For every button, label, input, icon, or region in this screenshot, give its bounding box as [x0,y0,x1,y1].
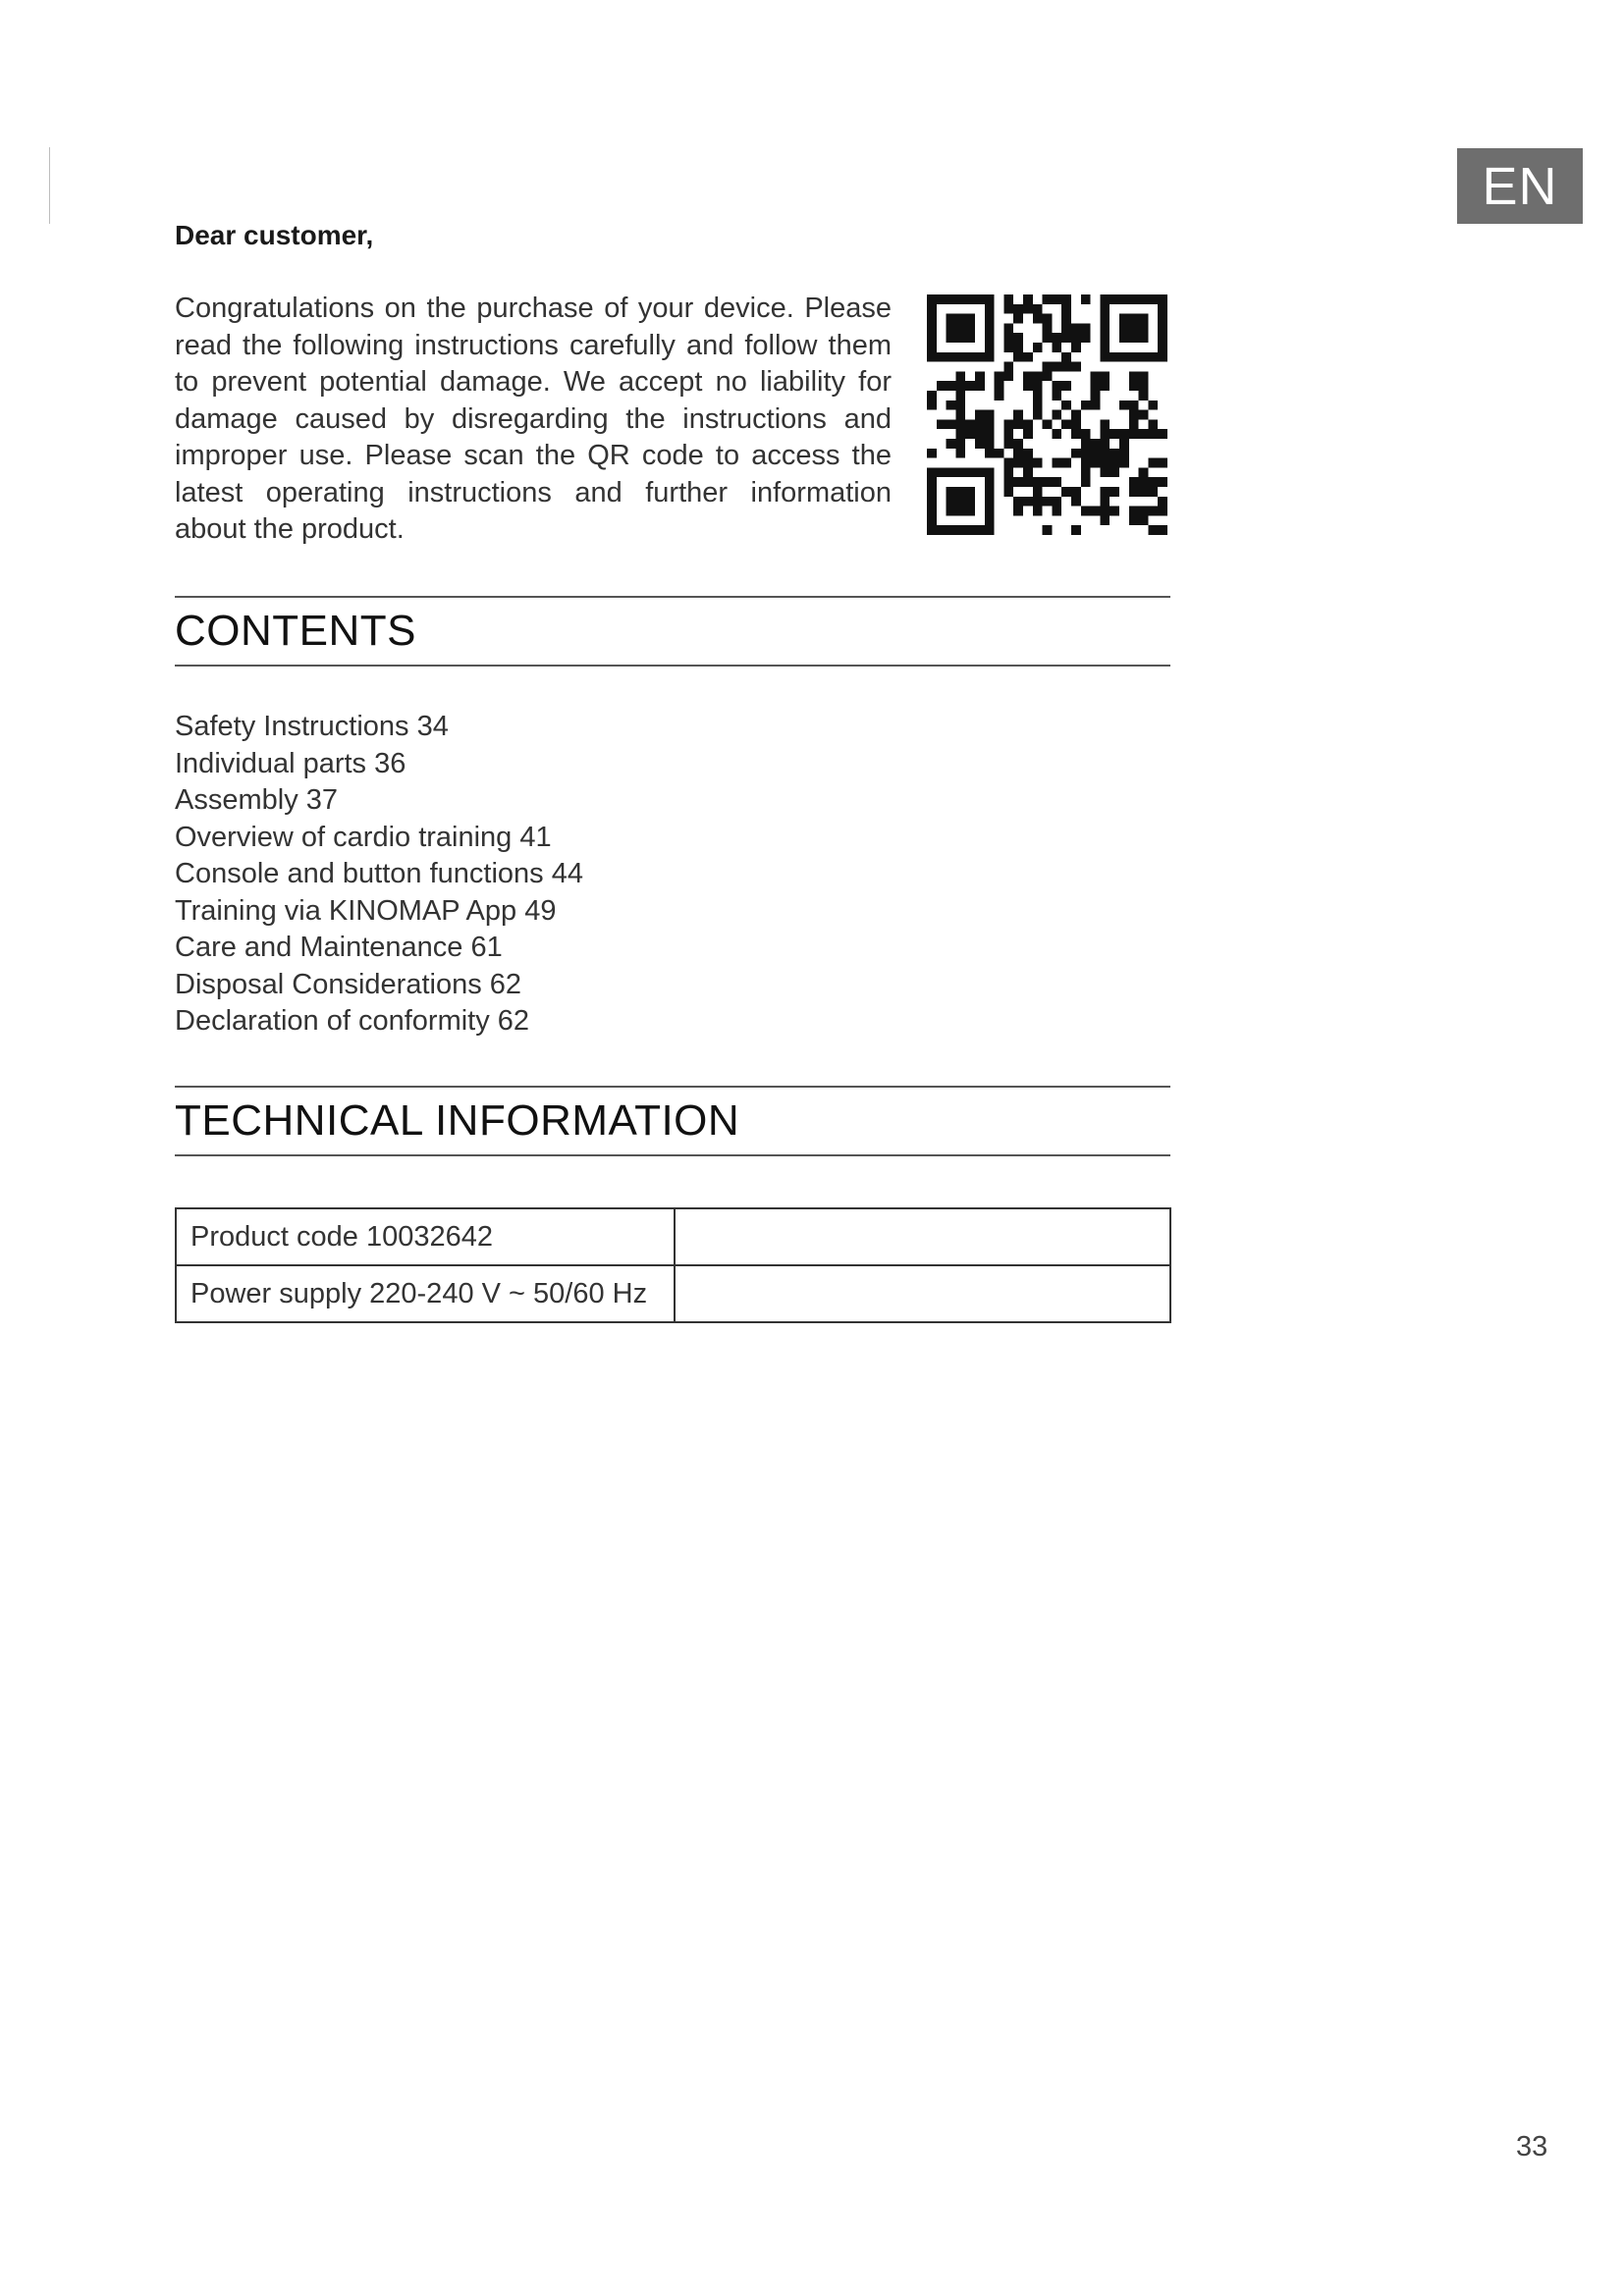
toc-item-declaration[interactable]: Declaration of conformity 62 [175,1005,530,1037]
page-number: 33 [1516,2131,1548,2163]
power-supply-cell: Power supply 220-240 V ~ 50/60 Hz [176,1265,675,1322]
technical-rule-top [175,1086,1170,1088]
toc-item-kinomap-training[interactable]: Training via KINOMAP App 49 [175,894,557,927]
technical-title: TECHNICAL INFORMATION [175,1096,740,1145]
technical-table [175,1207,1171,1323]
toc-item-assembly[interactable]: Assembly 37 [175,784,339,816]
intro-paragraph: Congratulations on the purchase of your device. Please read the following instructions carefully and follow them to prevent potential damage. We accept no liability for damage caused by disregarding the instructions and improper use. Please scan the QR code to access the latest operating instructions and further information about the product. [175,293,892,545]
toc-item-disposal[interactable]: Disposal Considerations 62 [175,968,522,1000]
toc-item-individual-parts[interactable]: Individual parts 36 [175,747,406,779]
product-code-cell: Product code 10032642 [176,1208,675,1265]
language-tab: EN [1457,148,1583,224]
contents-title: CONTENTS [175,607,416,655]
toc-item-cardio-training[interactable]: Overview of cardio training 41 [175,821,552,853]
qr-code-icon[interactable] [927,294,1167,535]
contents-rule-bottom [175,665,1170,667]
technical-rule-bottom [175,1154,1170,1156]
table-row [176,1265,1170,1322]
toc-item-care-maintenance[interactable]: Care and Maintenance 61 [175,932,503,963]
contents-list [175,709,583,1041]
toc-item-safety-instructions[interactable]: Safety Instructions 34 [175,711,449,742]
table-row [176,1208,1170,1265]
toc-item-console-functions[interactable]: Console and button functions 44 [175,858,583,889]
power-supply-value-cell [675,1265,1170,1322]
product-code-value-cell [675,1208,1170,1265]
margin-line [49,147,50,224]
greeting: Dear customer, [175,220,374,250]
contents-rule-top [175,596,1170,598]
